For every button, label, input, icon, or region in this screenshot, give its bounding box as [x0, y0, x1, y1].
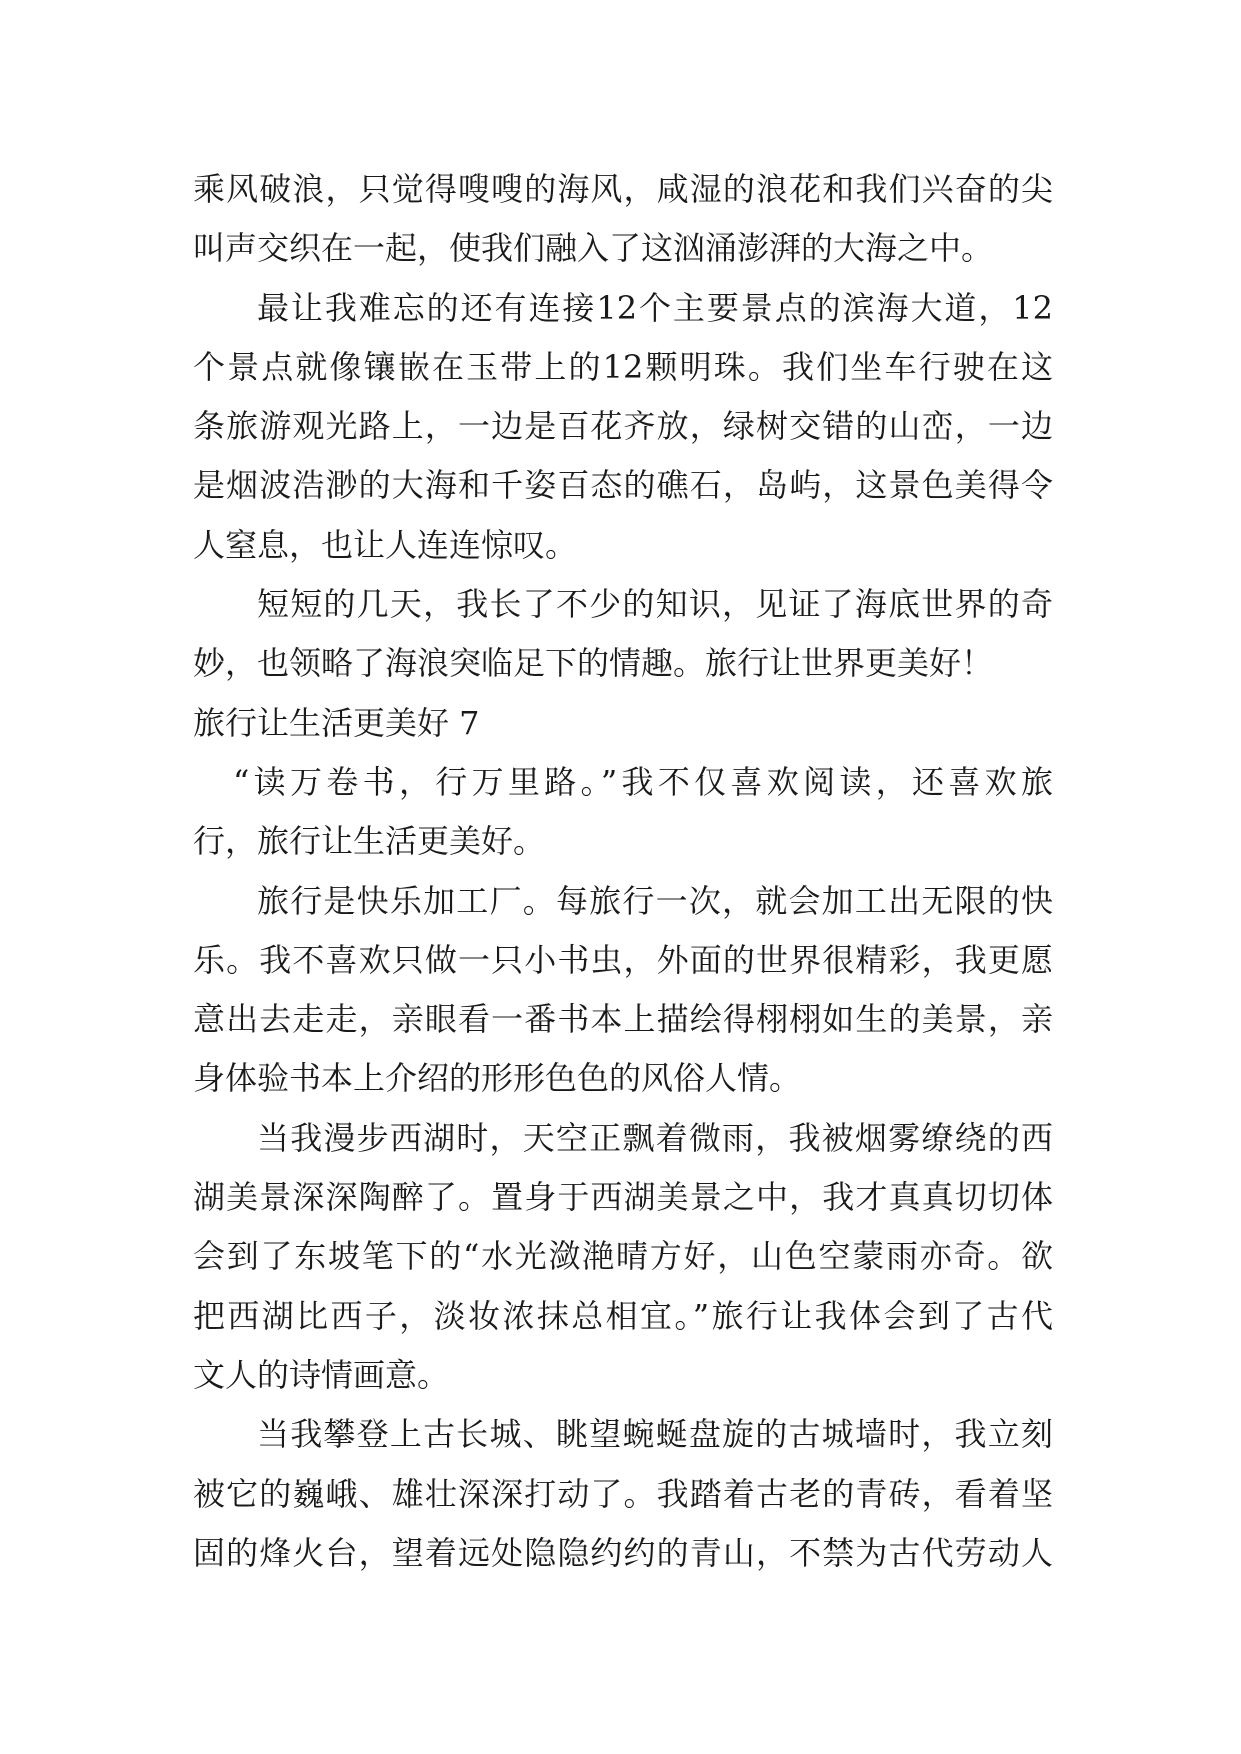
text-line: 个景点就像镶嵌在玉带上的12颗明珠。我们坐车行驶在这 — [193, 347, 1053, 386]
text-line: 固的烽火台，望着远处隐隐约约的青山，不禁为古代劳动人 — [193, 1533, 1053, 1572]
text-line: 湖美景深深陶醉了。置身于西湖美景之中，我才真真切切体 — [193, 1178, 1053, 1217]
text-line: 条旅游观光路上，一边是百花齐放，绿树交错的山峦，一边 — [193, 407, 1053, 446]
text-line: 意出去走走，亲眼看一番书本上描绘得栩栩如生的美景，亲 — [193, 1000, 1053, 1039]
text-line: 乘风破浪，只觉得嗖嗖的海风，咸湿的浪花和我们兴奋的尖 — [193, 170, 1053, 208]
text-line: 会到了东坡笔下的“水光潋滟晴方好，山色空蒙雨亦奇。欲 — [193, 1237, 1053, 1276]
text-line: 文人的诗情画意。 — [193, 1355, 450, 1394]
text-line: 最让我难忘的还有连接12个主要景点的滨海大道，12 — [257, 288, 1053, 327]
text-line: 乐。我不喜欢只做一只小书虫，外面的世界很精彩，我更愿 — [193, 940, 1053, 979]
section-heading: 旅行让生活更美好 7 — [193, 703, 480, 742]
text-line: 当我攀登上古长城、眺望蜿蜒盘旋的古城墙时，我立刻 — [257, 1415, 1053, 1454]
text-line: 是烟波浩渺的大海和千姿百态的礁石，岛屿，这景色美得令 — [193, 466, 1053, 505]
text-line: 旅行是快乐加工厂。每旅行一次，就会加工出无限的快 — [257, 881, 1053, 920]
body-text — [193, 160, 1053, 1583]
text-line: 把西湖比西子，淡妆浓抹总相宜。”旅行让我体会到了古代 — [193, 1296, 1053, 1335]
text-line: 妙，也领略了海浪突临足下的情趣。旅行让世界更美好！ — [193, 644, 994, 683]
text-line: 人窒息，也让人连连惊叹。 — [193, 525, 578, 564]
text-line: 行，旅行让生活更美好。 — [193, 822, 546, 861]
text-line: 短短的几天，我长了不少的知识，见证了海底世界的奇 — [257, 585, 1053, 624]
text-line: 当我漫步西湖时，天空正飘着微雨，我被烟雾缭绕的西 — [257, 1118, 1053, 1157]
text-line: 被它的巍峨、雄壮深深打动了。我踏着古老的青砖，看着坚 — [193, 1474, 1053, 1513]
text-line: “读万卷书，行万里路。”我不仅喜欢阅读，还喜欢旅 — [233, 762, 1053, 801]
text-line: 叫声交织在一起，使我们融入了这汹涌澎湃的大海之中。 — [193, 229, 994, 268]
text-line: 身体验书本上介绍的形形色色的风俗人情。 — [193, 1059, 802, 1098]
